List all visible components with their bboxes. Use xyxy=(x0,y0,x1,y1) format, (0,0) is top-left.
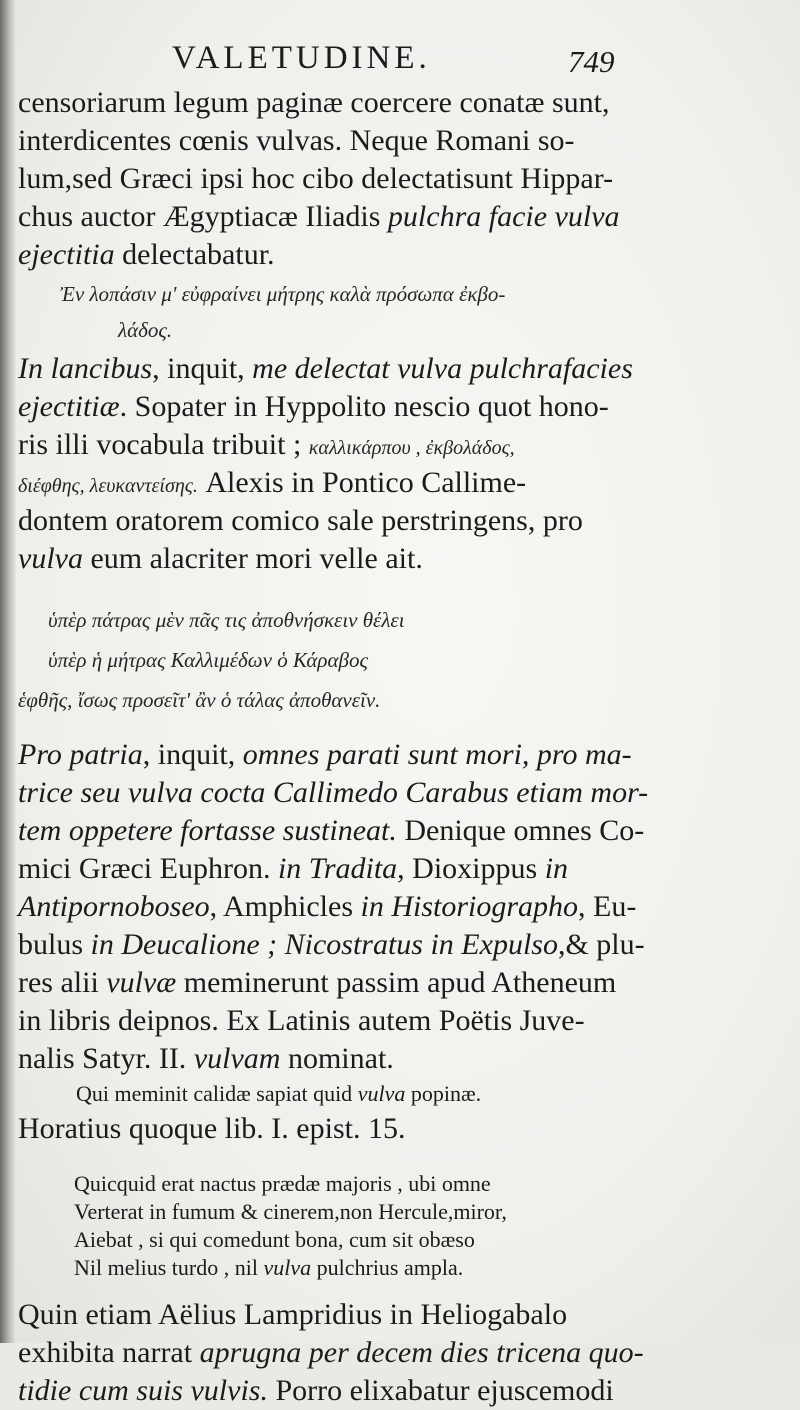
italic-run: ejectitia xyxy=(18,238,115,271)
text-run: , inquit, xyxy=(152,352,245,385)
greek-verse-line: Ἐν λοπάσιν μ' εὐφραίνει μήτρης καλὰ πρόσωπα ἐκβο- xyxy=(60,282,506,306)
text-run: res alii xyxy=(18,966,99,999)
text-run: popinæ. xyxy=(410,1081,482,1106)
quote-line xyxy=(18,1078,630,1110)
spacer xyxy=(18,578,630,600)
text-line xyxy=(18,350,633,388)
text-run: ris illi vocabula tribuit ; xyxy=(18,428,302,461)
text-line xyxy=(18,736,630,774)
text-run: exhibita narrat xyxy=(18,1336,193,1369)
text-run: Nil melius turdo , nil xyxy=(74,1255,258,1280)
text-line: trice seu vulva cocta Callimedo Carabus etiam mor- xyxy=(18,776,649,809)
spacer xyxy=(18,720,630,736)
text-run: Alexis in Pontico Callime- xyxy=(205,466,527,499)
text-line xyxy=(18,464,630,502)
text-run: Denique omnes Co- xyxy=(404,814,645,847)
text-line xyxy=(18,198,630,236)
text-run: . Sopater in Hyppolito nescio quot hono- xyxy=(119,390,609,423)
text-run: nominat. xyxy=(287,1042,394,1075)
italic-run: vulva xyxy=(18,542,83,575)
text-line xyxy=(18,964,630,1002)
italic-run: tidie cum suis vulvis. xyxy=(18,1374,268,1407)
verse-line xyxy=(18,1254,630,1282)
text-line: dontem oratorem comico sale perstringens, pro xyxy=(18,504,583,537)
italic-run: in Historiographo xyxy=(360,890,579,923)
greek-run: καλλικάρπου , ἐκβολάδος, xyxy=(308,437,515,459)
text-line xyxy=(18,1372,630,1410)
verse-line: Verterat in fumum & cinerem,non Hercule,miror, xyxy=(74,1199,507,1224)
italic-run: vulvam xyxy=(193,1042,281,1075)
page-gutter-shadow xyxy=(0,0,16,1343)
verse-line: Aiebat , si qui comedunt bona, cum sit obæso xyxy=(74,1227,475,1252)
italic-run: me delectat vulva pulchrafacies xyxy=(252,352,633,385)
text-run: , Eu- xyxy=(578,890,637,923)
italic-run: vulva xyxy=(263,1255,312,1280)
italic-run: tem oppetere fortasse sustineat. xyxy=(18,814,397,847)
text-run: meminerunt passim apud Atheneum xyxy=(183,966,617,999)
text-run: , inquit, xyxy=(142,738,236,771)
greek-verse-line: ὑπὲρ ἡ μήτρας Καλλιμέδων ὁ Κάραβος xyxy=(48,648,368,672)
italic-run: In lancibus xyxy=(18,352,153,385)
text-line xyxy=(18,540,630,578)
text-run: bulus xyxy=(18,928,84,961)
italic-run: in Deucalione ; Nicostratus in Expulso xyxy=(90,928,558,961)
main-text xyxy=(18,84,649,1410)
text-run: chus auctor Ægyptiacæ Iliadis xyxy=(18,200,381,233)
italic-run: omnes parati sunt mori, pro ma- xyxy=(242,738,632,771)
text-line xyxy=(18,388,630,426)
text-line: censoriarum legum paginæ coercere conatæ sunt, xyxy=(18,86,610,119)
text-run: nalis Satyr. II. xyxy=(18,1042,187,1075)
verse-line: Quicquid erat nactus prædæ majoris , ubi omne xyxy=(74,1171,491,1196)
text-run: Qui meminit calidæ sapiat quid xyxy=(76,1081,353,1106)
italic-run: ejectitiæ xyxy=(18,390,120,423)
text-run: Porro elixabatur ejuscemodi xyxy=(275,1374,614,1407)
text-line: interdicentes cœnis vulvas. Neque Romani so- xyxy=(18,124,575,157)
greek-verse-line: λάδος. xyxy=(118,318,173,342)
text-line xyxy=(18,812,645,850)
text-line xyxy=(18,236,630,274)
text-line: lum,sed Græci ipsi hoc cibo delectatisunt Hippar- xyxy=(18,162,614,195)
text-run: mici Græci Euphron. xyxy=(18,852,271,885)
spacer xyxy=(18,1282,630,1296)
text-line xyxy=(18,850,630,888)
text-line xyxy=(18,1334,644,1372)
text-run: pulchrius ampla. xyxy=(316,1255,464,1280)
text-line xyxy=(18,926,645,964)
italic-run: pulchra facie vulva xyxy=(387,200,620,233)
greek-verse-line: ὑπὲρ πάτρας μὲν πᾶς τις ἀποθνήσκειν θέλει xyxy=(48,608,405,632)
text-line: Quin etiam Aëlius Lampridius in Heliogabalo xyxy=(18,1298,568,1331)
page-header xyxy=(0,36,800,86)
italic-run: in xyxy=(544,852,569,885)
page-number: 749 xyxy=(568,44,615,79)
text-run: eum alacriter mori velle ait. xyxy=(90,542,423,575)
italic-run: Pro patria xyxy=(18,738,143,771)
text-run: ,& plu- xyxy=(557,928,645,961)
text-run: , Dioxippus xyxy=(397,852,538,885)
greek-run: διέφθης, λευκαντείσης. xyxy=(18,475,198,497)
text-line xyxy=(18,426,630,464)
italic-run: aprugna per decem dies tricena quo- xyxy=(199,1336,644,1369)
text-line xyxy=(18,1040,630,1078)
text-line xyxy=(18,888,637,926)
italic-run: Antipornoboseo xyxy=(18,890,210,923)
italic-run: in Tradita xyxy=(277,852,398,885)
italic-run: vulvæ xyxy=(106,966,177,999)
text-run: delectabatur. xyxy=(122,238,275,271)
text-run: , Amphicles xyxy=(209,890,353,923)
running-title: VALETUDINE. xyxy=(172,40,431,76)
spacer xyxy=(18,1148,630,1170)
text-line: Horatius quoque lib. I. epist. 15. xyxy=(18,1112,406,1145)
text-line: in libris deipnos. Ex Latinis autem Poëtis Juve- xyxy=(18,1004,585,1037)
greek-verse-line: ἑφθῆς, ἴσως προσεῖτ' ἂν ὁ τάλας ἀποθανεῖν. xyxy=(18,688,381,712)
italic-run: vulva xyxy=(357,1081,406,1106)
